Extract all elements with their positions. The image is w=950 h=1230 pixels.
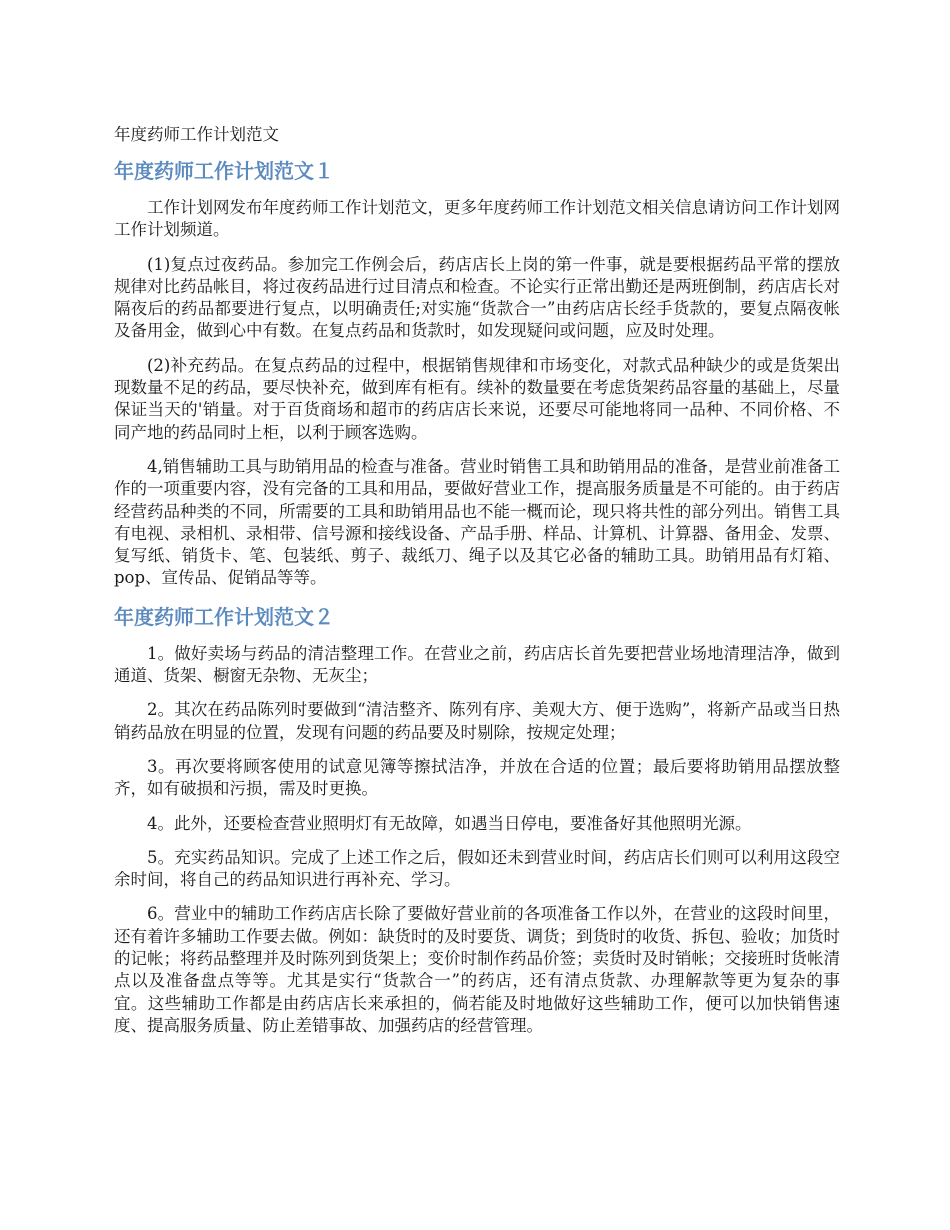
paragraph: 5。充实药品知识。完成了上述工作之后，假如还未到营业时间，药店店长们则可以利用这段空余时间，将自己的药品知识进行再补充、学习。 [114, 847, 840, 890]
section-heading: 年度药师工作计划范文１ [114, 159, 334, 183]
paragraph: 4。此外，还要检查营业照明灯有无故障，如遇当日停电，要准备好其他照明光源。 [147, 813, 752, 833]
paragraph: 1。做好卖场与药品的清洁整理工作。在营业之前，药店店长首先要把营业场地清理洁净，做到通道、货架、橱窗无杂物、无灰尘； [114, 643, 840, 686]
section-1 [114, 157, 840, 590]
paragraph: (2)补充药品。在复点药品的过程中，根据销售规律和市场变化，对款式品种缺少的或是货架出现数量不足的药品，要尽快补充，做到库有柜有。续补的数量要在考虑货架药品容量的基础上，尽量保证当天的'销量。对于百货商场和超市的药店店长来说，还要尽可能地将同一品种、不同价格、不同产地的药品同时上柜，以利于顾客选购。 [114, 355, 840, 442]
document-title: 年度药师工作计划范文 [114, 125, 279, 144]
paragraph: 3。再次要将顾客使用的试意见簿等擦拭洁净，并放在合适的位置；最后要将助销用品摆放整齐，如有破损和污损，需及时更换。 [114, 756, 840, 799]
paragraph: 4,销售辅助工具与助销用品的检查与准备。营业时销售工具和助销用品的准备，是营业前准备工作的一项重要内容，没有完备的工具和用品，要做好营业工作，提高服务质量是不可能的。由于药店经营药品种类的不同，所需要的工具和助销用品也不能一概而论，现只将共性的部分列出。销售工具有电视、录相机、录相带、信号源和接线设备、产品手册、样品、计算机、计算器、备用金、发票、复写纸、销货卡、笔、包装纸、剪子、裁纸刀、绳子以及其它必备的辅助工具。助销用品有灯箱、pop、宣传品、促销品等等。 [114, 456, 840, 588]
paragraph: 6。营业中的辅助工作药店店长除了要做好营业前的各项准备工作以外，在营业的这段时间里，还有着许多辅助工作要去做。例如：缺货时的及时要货、调货；到货时的收货、拆包、验收；加货时的记帐；将药品整理并及时陈列到货架上；变价时制作药品价签；卖货时及时销帐；交接班时货帐清点以及准备盘点等等。尤其是实行“货款合一”的药店，还有清点货款、办理解款等更为复杂的事宜。这些辅助工作都是由药店店长来承担的，倘若能及时地做好这些辅助工作，便可以加快销售速度、提高服务质量、防止差错事故、加强药店的经营管理。 [114, 904, 840, 1035]
paragraph: 工作计划网发布年度药师工作计划范文，更多年度药师工作计划范文相关信息请访问工作计划网工作计划频道。 [114, 198, 840, 240]
document-body [114, 122, 840, 1049]
paragraph: (1)复点过夜药品。参加完工作例会后，药店店长上岗的第一件事，就是要根据药品平常的摆放规律对比药品帐目，将过夜药品进行过目清点和检查。不论实行正常出勤还是两班倒制，药店店长对隔夜后的药品都要进行复点，以明确责任;对实施“货款合一”由药店店长经手货款的，要复点隔夜帐及备用金，做到心中有数。在复点药品和货款时，如发现疑问或问题，应及时处理。 [114, 254, 840, 341]
paragraph: 2。其次在药品陈列时要做到“清洁整齐、陈列有序、美观大方、便于选购”，将新产品或当日热销药品放在明显的位置，发现有问题的药品要及时剔除，按规定处理； [114, 700, 840, 742]
section-2 [114, 603, 840, 1037]
section-heading: 年度药师工作计划范文２ [114, 604, 334, 629]
